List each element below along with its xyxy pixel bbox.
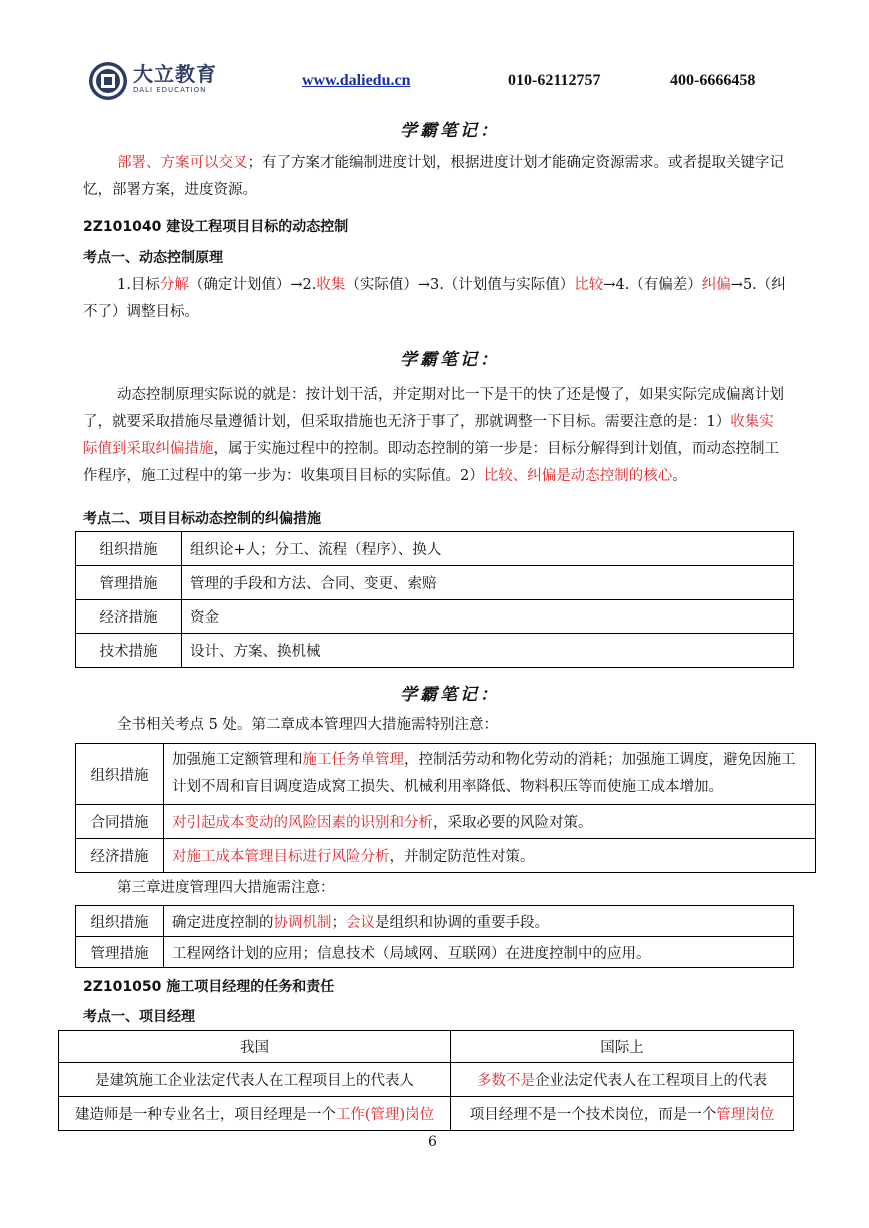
- table-row: 经济措施 对施工成本管理目标进行风险分析，并制定防范性对策。: [76, 839, 816, 873]
- table-schedule-measures: [75, 905, 794, 968]
- table-row: 组织措施 组织论+人；分工、流程（程序）、换人: [76, 532, 794, 566]
- header: [88, 58, 788, 108]
- paragraph-3: 动态控制原理实际说的就是：按计划干活，并定期对比一下是干的快了还是慢了，如果实际完成偏离计划了，就要采取措施尽量遵循计划，但采取措施也无济于事了，那就调整一下目标。需要注意的是：1）收集实际值到采取纠偏措施，属于实施过程中的控制。即动态控制的第一步是：目标分解得到计划值，而动态控制工作程序，施工过程中的第一步为：收集项目目标的实际值。2）比较、纠偏是动态控制的核心。: [83, 387, 784, 484]
- table-row: 管理措施 管理的手段和方法、合同、变更、索赔: [76, 566, 794, 600]
- note-title-3: 学霸笔记：: [400, 685, 500, 705]
- table-row: 是建筑施工企业法定代表人在工程项目上的代表人 多数不是企业法定代表人在工程项目上的代表: [59, 1063, 794, 1097]
- kaodian-2-title: 考点二、项目目标动态控制的纠偏措施: [83, 511, 321, 527]
- p1-highlight: 部署、方案可以交叉: [117, 155, 248, 171]
- website-link[interactable]: www.daliedu.cn: [302, 72, 411, 89]
- table-row: 组织措施 加强施工定额管理和施工任务单管理，控制活劳动和物化劳动的消耗；加强施工调度，避免因施工计划不周和盲目调度造成窝工损失、机械利用率降低、物料积压等而使施工成本增加。: [76, 744, 816, 805]
- table-row: 建造师是一种专业名士，项目经理是一个工作(管理)岗位 项目经理不是一个技术岗位，而是一个管理岗位: [59, 1097, 794, 1131]
- logo-emblem-icon: [88, 61, 128, 101]
- table-row: 合同措施 对引起成本变动的风险因素的识别和分析，采取必要的风险对策。: [76, 805, 816, 839]
- table-corrective-measures: [75, 531, 794, 668]
- table-row: 经济措施 资金: [76, 600, 794, 634]
- section-title-1: 2Z101040 建设工程项目目标的动态控制: [83, 219, 349, 235]
- page-number: 6: [428, 1134, 437, 1150]
- paragraph-5: 第三章进度管理四大措施需注意：: [117, 880, 335, 896]
- note-title-2: 学霸笔记：: [400, 350, 500, 370]
- logo-en: DALI EDUCATION: [133, 86, 207, 94]
- phone-2: 400-6666458: [670, 72, 756, 89]
- paragraph-1: [83, 150, 787, 204]
- kaodian-pm-title: 考点一、项目经理: [83, 1009, 195, 1025]
- logo-cn: 大立教育: [133, 62, 217, 86]
- table-row: 技术措施 设计、方案、换机械: [76, 634, 794, 668]
- note-title: 学霸笔记：: [400, 121, 500, 141]
- table-row: 我国 国际上: [59, 1031, 794, 1063]
- paragraph-4: 全书相关考点 5 处。第二章成本管理四大措施需特别注意：: [117, 717, 498, 733]
- paragraph-2: 1.目标分解（确定计划值）→2.收集（实际值）→3.（计划值与实际值）比较→4.（有偏差）纠偏→5.（纠不了）调整目标。: [83, 277, 786, 320]
- logo-text: [133, 62, 217, 95]
- section-title-2: 2Z101050 施工项目经理的任务和责任: [83, 979, 335, 995]
- table-project-manager: [58, 1030, 794, 1131]
- table-row: 管理措施 工程网络计划的应用；信息技术（局域网、互联网）在进度控制中的应用。: [76, 937, 794, 968]
- p1-text: ；有了方案才能编制进度计划，根据进度计划才能确定资源需求。或者提取关键字记忆，部署方案，进度资源。: [83, 155, 784, 198]
- kaodian-1-title: 考点一、动态控制原理: [83, 250, 223, 266]
- phone-1: 010-62112757: [508, 72, 601, 89]
- table-row: 组织措施 确定进度控制的协调机制；会议是组织和协调的重要手段。: [76, 906, 794, 937]
- table-cost-measures: [75, 743, 816, 873]
